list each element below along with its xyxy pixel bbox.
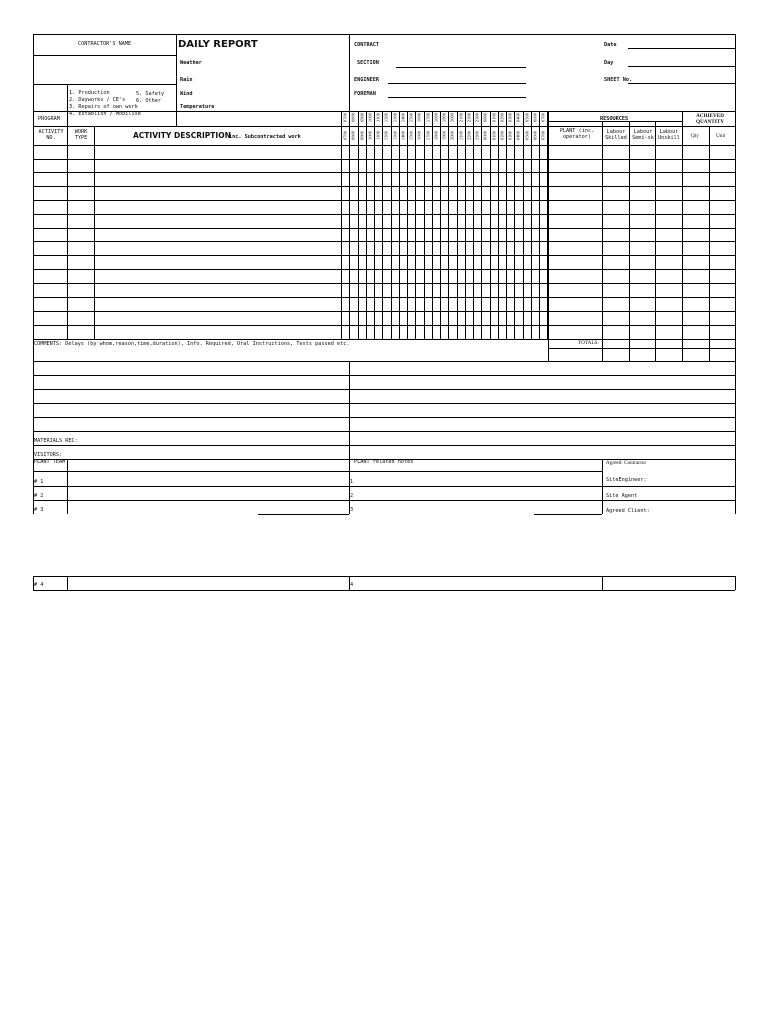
plant-row-1: # 1	[34, 479, 44, 485]
hour-label-18: 0100	[491, 112, 497, 123]
activity-description-suffix: inc. Subcontracted work	[229, 134, 301, 140]
hour-label-23: 0600	[532, 112, 538, 123]
plant-header: PLANT (inc. operator)	[559, 128, 595, 140]
agreed-client-label: Agreed Client:	[606, 508, 650, 514]
hour-label-15: 2200	[466, 112, 472, 123]
hour-label-20: 0300	[507, 112, 513, 123]
hour-label-2: 0900	[359, 112, 365, 123]
hour-label-7: 1400	[400, 112, 406, 123]
hour-label-4: 1100	[375, 112, 381, 123]
hour-label-13: 2000	[449, 112, 455, 123]
hour-label-16: 2300	[474, 112, 480, 123]
program-item-5: 5. Safety	[136, 91, 165, 97]
table-row[interactable]	[33, 200, 735, 201]
hour-label-5: 1200	[383, 112, 389, 123]
hour-label-24: 0700	[540, 112, 546, 123]
hour-label-0: 0700	[342, 112, 348, 123]
hour-label-lower-22: 0500	[524, 130, 530, 141]
contractor-name-label: CONTRACTOR'S NAME	[78, 41, 132, 47]
labour-unskill-header: Labour Unskill	[658, 129, 680, 141]
resources-header: RESOURCES	[600, 116, 629, 122]
hour-label-lower-15: 2200	[466, 130, 472, 141]
table-row[interactable]	[33, 297, 735, 298]
hour-label-19: 0200	[499, 112, 505, 123]
engineer-label: ENGINEER	[354, 77, 379, 83]
hour-label-11: 1800	[433, 112, 439, 123]
hour-label-lower-7: 1400	[400, 130, 406, 141]
hour-label-22: 0500	[524, 112, 530, 123]
agreed-contractor-label: Agreed: Contractor	[606, 460, 647, 466]
table-row[interactable]	[33, 186, 735, 187]
plant-team-label: PLANT TEAM	[34, 459, 66, 465]
sheet-no-label: SHEET No.	[604, 77, 633, 83]
hour-label-lower-1: 0800	[350, 130, 356, 141]
site-agent-label: Site Agent	[606, 493, 638, 499]
program-item-1: 1. Production	[69, 90, 110, 96]
hour-label-9: 1600	[416, 112, 422, 123]
note-row-1: 1	[350, 479, 354, 485]
date-label: Date	[604, 42, 617, 48]
unit-header: Unit	[716, 133, 726, 139]
hour-label-3: 1000	[367, 112, 373, 123]
hour-label-lower-18: 0100	[491, 130, 497, 141]
weather-label: Weather	[180, 60, 202, 66]
table-row[interactable]	[33, 145, 735, 146]
note-row-4: 4	[350, 582, 354, 588]
table-row[interactable]	[33, 325, 735, 326]
hour-label-8: 1500	[408, 112, 414, 123]
table-row[interactable]	[33, 214, 735, 215]
note-row-2: 2	[350, 493, 354, 499]
table-row[interactable]	[33, 172, 735, 173]
visitors-label: VISITORS:	[34, 452, 63, 458]
hour-label-lower-21: 0400	[515, 130, 521, 141]
hour-label-lower-11: 1800	[433, 130, 439, 141]
program-item-6: 6. Other	[136, 98, 161, 104]
hour-label-6: 1300	[392, 112, 398, 123]
hour-label-lower-24: 0700	[540, 130, 546, 141]
hour-label-lower-8: 1500	[408, 130, 414, 141]
hour-label-lower-0: 0700	[342, 130, 348, 141]
hour-label-lower-13: 2000	[449, 130, 455, 141]
hour-label-10: 1700	[425, 112, 431, 123]
hour-label-17: 0000	[482, 112, 488, 123]
plant-row-2: # 2	[34, 493, 44, 499]
hour-label-lower-23: 0600	[532, 130, 538, 141]
hour-label-lower-16: 2300	[474, 130, 480, 141]
section-label: SECTION	[357, 60, 379, 66]
hour-label-lower-19: 0200	[499, 130, 505, 141]
hour-label-lower-14: 2100	[458, 130, 464, 141]
note-row-3: 3	[350, 507, 354, 513]
rain-label: Rain	[180, 77, 193, 83]
contract-label: CONTRACT	[354, 42, 379, 48]
program-label: PROGRAM	[38, 116, 60, 122]
table-row[interactable]	[33, 283, 735, 284]
activity-no-header: ACTIVITY NO.	[38, 129, 64, 141]
totals-label: TOTALS:	[578, 340, 599, 346]
plant-row-3-underline	[258, 514, 349, 515]
section-field[interactable]	[396, 67, 526, 68]
hour-label-12: 1900	[441, 112, 447, 123]
table-row[interactable]	[33, 255, 735, 256]
hour-label-lower-2: 0900	[359, 130, 365, 141]
table-row[interactable]	[33, 159, 735, 160]
plant-notes-label: PLANT related notes	[354, 459, 414, 465]
labour-skilled-header: Labour Skilled	[605, 129, 627, 141]
hour-label-lower-12: 1900	[441, 130, 447, 141]
engineer-field[interactable]	[388, 83, 526, 84]
hour-label-21: 0400	[515, 112, 521, 123]
work-type-header: WORK TYPE	[74, 129, 88, 141]
hour-label-14: 2100	[458, 112, 464, 123]
temperature-label: Temperature	[180, 104, 215, 110]
hour-label-lower-5: 1200	[383, 130, 389, 141]
day-label: Day	[604, 60, 614, 66]
hour-label-lower-4: 1100	[375, 130, 381, 141]
materials-label: MATERIALS REC:	[34, 438, 78, 444]
table-row[interactable]	[33, 228, 735, 229]
day-field[interactable]	[628, 66, 735, 67]
hour-label-lower-17: 0000	[482, 130, 488, 141]
achieved-quantity-header: ACHIEVED QUANTITY	[696, 113, 724, 125]
plant-row-4: # 4	[34, 582, 44, 588]
sheet-no-field[interactable]	[628, 83, 735, 84]
program-item-4: 4. Establish / Mobilise	[69, 111, 141, 117]
comments-label: COMMENTS: Delays (by whom,reason,time,duration), Info. Required, Oral Instructions, Tests passed etc.	[34, 341, 350, 347]
labour-semi-header: Labour Semi-sk	[632, 129, 654, 141]
table-row[interactable]	[33, 241, 735, 242]
site-engineer-label: SiteEngineer:	[606, 477, 647, 483]
qty-header: Qty	[691, 133, 699, 139]
hour-label-1: 0800	[350, 112, 356, 123]
hour-label-lower-20: 0300	[507, 130, 513, 141]
hour-label-lower-9: 1600	[416, 130, 422, 141]
date-field[interactable]	[628, 48, 735, 49]
foreman-field[interactable]	[388, 97, 526, 98]
hour-label-lower-3: 1000	[367, 130, 373, 141]
wind-label: Wind	[180, 91, 193, 97]
program-item-3: 3. Repairs of own work	[69, 104, 138, 110]
table-row[interactable]	[33, 269, 735, 270]
note-row-3-underline	[534, 514, 602, 515]
foreman-label: FOREMAN	[354, 91, 376, 97]
hour-label-lower-6: 1300	[392, 130, 398, 141]
hour-label-lower-10: 1700	[425, 130, 431, 141]
activity-description-header: ACTIVITY DESCRIPTION	[133, 131, 231, 140]
plant-row-3: # 3	[34, 507, 44, 513]
table-row[interactable]	[33, 311, 735, 312]
program-item-2: 2. Dayworks / CE's	[69, 97, 126, 103]
report-title: DAILY REPORT	[178, 39, 258, 50]
